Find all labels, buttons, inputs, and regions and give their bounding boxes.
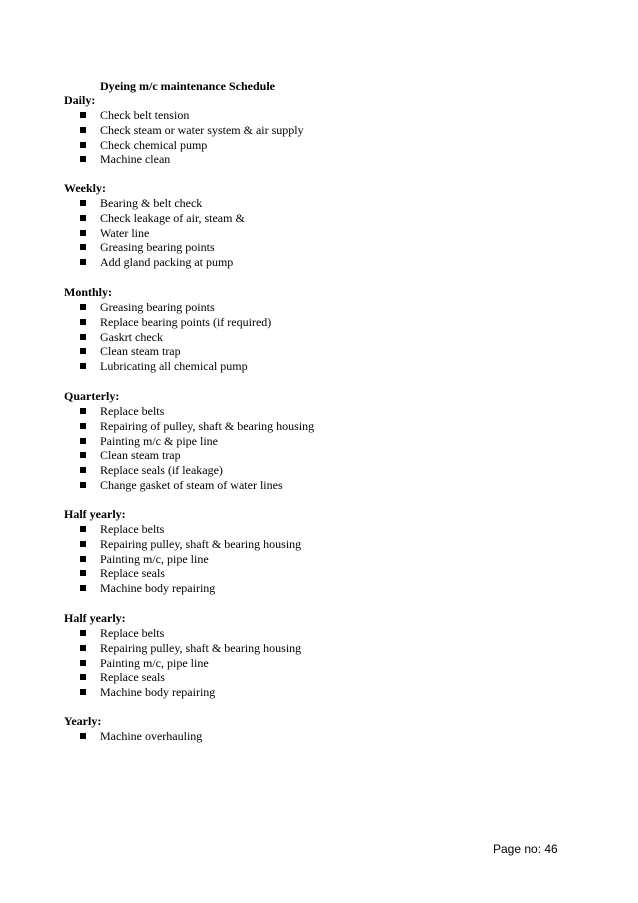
list-item [64,300,604,315]
item-text: Replace belts [100,404,165,418]
item-text: Lubricating all chemical pump [100,359,248,374]
square-bullet-icon [80,541,86,547]
square-bullet-icon [80,156,86,162]
square-bullet-icon [80,452,86,458]
square-bullet-icon [80,363,86,369]
list-item [64,211,604,226]
list-item [64,581,604,596]
item-text: Replace belts [100,522,165,536]
item-text: Replace bearing points (if required) [100,314,272,329]
item-list [64,626,604,700]
list-item [64,330,604,345]
list-item [64,240,604,255]
item-list [64,522,604,596]
square-bullet-icon [80,526,86,532]
item-text: Check chemical pump [100,137,208,152]
list-item [64,226,604,241]
item-text: Machine body repairing [100,581,216,596]
item-text: Greasing bearing points [100,240,215,255]
document-title: Dyeing m/c maintenance Schedule [100,79,275,93]
list-item [64,359,604,374]
item-text: Check belt tension [100,108,190,122]
item-list [64,729,604,744]
item-text: Painting m/c, pipe line [100,655,209,670]
square-bullet-icon [80,112,86,118]
list-item [64,729,604,744]
item-text: Gaskrt check [100,329,163,344]
square-bullet-icon [80,127,86,133]
square-bullet-icon [80,348,86,354]
section-yearly [64,714,604,744]
list-item [64,448,604,463]
list-item [64,656,604,671]
section-daily [64,93,604,167]
square-bullet-icon [80,142,86,148]
square-bullet-icon [80,244,86,250]
list-item [64,108,604,123]
list-item [64,344,604,359]
list-item [64,463,604,478]
list-item [64,404,604,419]
section-heading: Quarterly: [64,389,120,403]
list-item [64,419,604,434]
item-text: Add gland packing at pump [100,255,234,270]
list-item [64,152,604,167]
square-bullet-icon [80,733,86,739]
section-weekly [64,181,604,270]
list-item [64,626,604,641]
square-bullet-icon [80,438,86,444]
square-bullet-icon [80,482,86,488]
square-bullet-icon [80,467,86,473]
item-text: Repairing pulley, shaft & bearing housing [100,640,302,655]
section-heading: Weekly: [64,181,106,195]
item-text: Machine clean [100,152,171,167]
list-item [64,685,604,700]
square-bullet-icon [80,630,86,636]
list-item [64,434,604,449]
item-list [64,108,604,167]
section-monthly [64,285,604,374]
square-bullet-icon [80,556,86,562]
square-bullet-icon [80,674,86,680]
item-text: Repairing of pulley, shaft & bearing housing [100,418,315,433]
item-text: Greasing bearing points [100,300,215,314]
section-heading: Half yearly: [64,507,126,521]
square-bullet-icon [80,408,86,414]
square-bullet-icon [80,570,86,576]
square-bullet-icon [80,689,86,695]
list-item [64,552,604,567]
item-text: Painting m/c, pipe line [100,551,209,566]
square-bullet-icon [80,304,86,310]
item-text: Check leakage of air, steam & [100,210,245,225]
item-text: Machine overhauling [100,729,203,743]
item-text: Painting m/c & pipe line [100,433,218,448]
item-text: Change gasket of steam of water lines [100,477,283,492]
list-item [64,670,604,685]
item-text: Replace belts [100,626,165,640]
list-item [64,522,604,537]
section-half-yearly-2 [64,611,604,700]
section-heading: Monthly: [64,285,112,299]
item-text: Clean steam trap [100,344,181,359]
list-item [64,123,604,138]
list-item [64,537,604,552]
item-text: Repairing pulley, shaft & bearing housing [100,536,302,551]
section-quarterly [64,389,604,493]
square-bullet-icon [80,319,86,325]
section-heading: Daily: [64,93,96,107]
item-list [64,196,604,270]
section-heading: Half yearly: [64,611,126,625]
item-text: Replace seals [100,566,165,581]
item-text: Clean steam trap [100,448,181,463]
item-text: Replace seals [100,670,165,685]
square-bullet-icon [80,215,86,221]
list-item [64,566,604,581]
page-number: Page no: 46 [493,842,558,856]
item-text: Bearing & belt check [100,196,203,210]
list-item [64,315,604,330]
square-bullet-icon [80,585,86,591]
square-bullet-icon [80,423,86,429]
square-bullet-icon [80,230,86,236]
square-bullet-icon [80,259,86,265]
item-list [64,300,604,374]
square-bullet-icon [80,200,86,206]
square-bullet-icon [80,660,86,666]
list-item [64,641,604,656]
list-item [64,478,604,493]
list-item [64,138,604,153]
square-bullet-icon [80,334,86,340]
square-bullet-icon [80,645,86,651]
item-list [64,404,604,493]
item-text: Machine body repairing [100,685,216,700]
section-half-yearly-1 [64,507,604,596]
item-text: Water line [100,225,150,240]
item-text: Check steam or water system & air supply [100,122,304,137]
list-item [64,196,604,211]
list-item [64,255,604,270]
section-heading: Yearly: [64,714,102,728]
item-text: Replace seals (if leakage) [100,463,223,478]
